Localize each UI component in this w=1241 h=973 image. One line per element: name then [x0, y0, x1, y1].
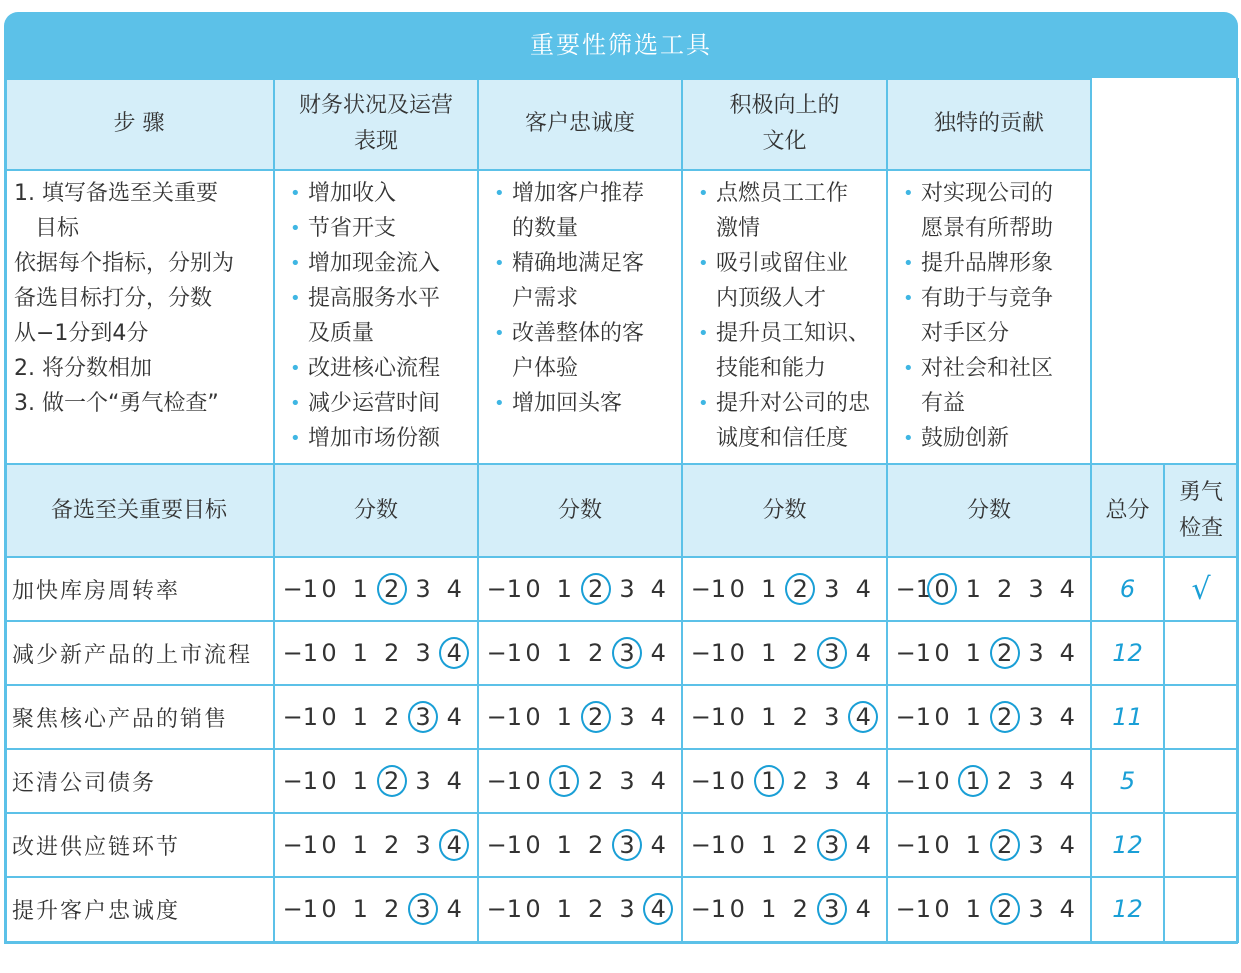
score-column-header: 分数 [682, 464, 887, 557]
score-option[interactable]: 1 [761, 703, 777, 731]
selected-score[interactable]: 2 [581, 701, 611, 733]
selected-score[interactable]: 1 [958, 765, 988, 797]
score-scale [478, 685, 682, 749]
goal-label: 还清公司债务 [12, 770, 157, 796]
score-option[interactable]: 4 [446, 895, 462, 923]
score-option[interactable]: −1 [282, 895, 319, 923]
score-option[interactable]: −1 [282, 831, 319, 859]
bullet-item [899, 176, 1085, 246]
bullet-list [682, 170, 887, 456]
score-option[interactable]: −1 [690, 767, 727, 795]
score-option[interactable]: 0 [321, 895, 337, 923]
score-option[interactable]: 0 [934, 639, 950, 667]
grid-line [1090, 78, 1092, 942]
score-option[interactable]: −1 [486, 767, 523, 795]
selected-score[interactable]: 3 [408, 893, 438, 925]
bullet-item [490, 176, 676, 246]
courage-check-header [1164, 464, 1238, 557]
score-option[interactable]: 0 [729, 639, 745, 667]
score-option[interactable]: 3 [619, 767, 635, 795]
score-option[interactable]: 0 [729, 895, 745, 923]
steps-line: 依据每个指标，分别为 [14, 251, 235, 276]
score-option[interactable]: 2 [792, 703, 808, 731]
score-scale [887, 685, 1091, 749]
grid-line [4, 620, 1238, 622]
criteria-header-line: 表现 [353, 129, 398, 154]
grid-line [886, 78, 888, 942]
bullet-text-line: 的数量 [512, 216, 579, 241]
score-option[interactable]: 2 [997, 575, 1013, 603]
bullet-text-line: • 精确地满足客 [512, 251, 645, 276]
bullet-text-line: 愿景有所帮助 [921, 216, 1054, 241]
score-option[interactable]: 1 [761, 575, 777, 603]
score-option[interactable]: −1 [486, 639, 523, 667]
score-scale [682, 685, 887, 749]
bullet-item [286, 211, 472, 246]
score-option[interactable]: 1 [556, 703, 572, 731]
score-option[interactable]: 3 [824, 575, 840, 603]
score-option[interactable]: 3 [415, 575, 431, 603]
score-option[interactable]: 3 [824, 703, 840, 731]
score-scale [682, 877, 887, 941]
grid-line [4, 812, 1238, 814]
bullet-item [490, 386, 676, 421]
criteria-bullets-cell [274, 170, 478, 464]
criteria-header-label [299, 88, 453, 160]
bullet-text-line: • 改善整体的客 [512, 321, 645, 346]
grid-line [477, 78, 479, 942]
selected-score[interactable]: 2 [785, 573, 815, 605]
selected-score[interactable]: 1 [754, 765, 784, 797]
score-scale [682, 813, 887, 877]
score-option[interactable]: −1 [282, 575, 319, 603]
score-option[interactable]: 4 [855, 767, 871, 795]
bullet-item [694, 386, 881, 456]
bullet-text-line: • 减少运营时间 [308, 391, 441, 416]
score-option[interactable]: 0 [321, 767, 337, 795]
bullet-text-line: • 有助于与竞争 [921, 286, 1054, 311]
bullet-item [286, 281, 472, 351]
bullet-text-line: 户需求 [512, 286, 579, 311]
score-option[interactable]: −1 [690, 895, 727, 923]
score-option[interactable]: 1 [352, 895, 368, 923]
goal-column-header: 备选至关重要目标 [4, 464, 274, 557]
score-option[interactable]: 0 [934, 831, 950, 859]
bullet-item [899, 421, 1085, 456]
courage-check-line: 勇气 [1178, 479, 1223, 505]
bullet-text-line: • 改进核心流程 [308, 356, 441, 381]
score-option[interactable]: 0 [321, 639, 337, 667]
score-option[interactable]: 1 [965, 895, 981, 923]
score-option[interactable]: 4 [650, 831, 666, 859]
score-scale [682, 557, 887, 621]
bullet-list [887, 170, 1091, 456]
steps-line: 3. 做一个“勇气检查” [14, 391, 219, 416]
score-option[interactable]: 4 [446, 703, 462, 731]
selected-score[interactable]: 1 [549, 765, 579, 797]
score-option[interactable]: 3 [824, 767, 840, 795]
score-option[interactable]: −1 [895, 767, 932, 795]
criteria-header-line: 财务状况及运营 [298, 93, 453, 118]
bullet-text-line: 技能和能力 [716, 356, 827, 381]
score-scale [274, 621, 478, 685]
steps-header: 步 骤 [4, 78, 274, 170]
score-option[interactable]: 4 [650, 703, 666, 731]
bullet-item [286, 176, 472, 211]
score-scale [478, 813, 682, 877]
bullet-item [694, 176, 881, 246]
table-title: 重要性筛选工具 [4, 12, 1238, 78]
steps-line: 备选目标打分，分数 [14, 286, 213, 311]
bullet-item [286, 246, 472, 281]
bullet-text-line: • 增加现金流入 [308, 251, 441, 276]
total-score: 12 [1112, 895, 1143, 923]
grid-line [1236, 78, 1239, 943]
grid-line [1163, 464, 1165, 942]
score-scale [274, 877, 478, 941]
score-option[interactable]: 3 [619, 575, 635, 603]
bullet-text-line: 有益 [921, 391, 966, 416]
criteria-bullets-cell [682, 170, 887, 464]
score-option[interactable]: −1 [486, 575, 523, 603]
total-score: 6 [1119, 575, 1136, 603]
score-option[interactable]: 0 [321, 575, 337, 603]
score-scale [887, 749, 1091, 813]
selected-score[interactable]: 4 [439, 637, 469, 669]
goal-label: 聚焦核心产品的销售 [12, 706, 229, 732]
bullet-text-line: 激情 [716, 216, 761, 241]
bullet-item [490, 246, 676, 316]
bullet-list [274, 170, 478, 456]
score-option[interactable]: −1 [486, 831, 523, 859]
score-option[interactable]: 2 [997, 767, 1013, 795]
goal-label: 加快库房周转率 [12, 578, 181, 604]
selected-score[interactable]: 2 [990, 637, 1020, 669]
grid-line [4, 78, 7, 943]
score-option[interactable]: 4 [1059, 895, 1075, 923]
score-option[interactable]: 0 [729, 703, 745, 731]
score-option[interactable]: 1 [556, 831, 572, 859]
courage-checkmark [1164, 749, 1238, 813]
score-option[interactable]: 3 [415, 767, 431, 795]
score-option[interactable]: 0 [525, 767, 541, 795]
criteria-header-line: 文化 [762, 129, 807, 154]
score-option[interactable]: −1 [690, 575, 727, 603]
criteria-header-label [525, 106, 635, 142]
bullet-text-line: • 增加收入 [308, 181, 397, 206]
courage-checkmark [1164, 813, 1238, 877]
bullet-item [899, 246, 1085, 281]
score-option[interactable]: 4 [855, 895, 871, 923]
selected-score[interactable]: 3 [612, 829, 642, 861]
selected-score[interactable]: 3 [817, 637, 847, 669]
score-scale [887, 813, 1091, 877]
score-scale [478, 621, 682, 685]
selected-score[interactable]: 3 [612, 637, 642, 669]
score-option[interactable]: 1 [965, 831, 981, 859]
courage-checkmark [1164, 685, 1238, 749]
grid-line [4, 876, 1238, 878]
score-option[interactable]: 3 [1028, 575, 1044, 603]
score-option[interactable]: 2 [792, 639, 808, 667]
selected-score[interactable]: 2 [581, 573, 611, 605]
score-option[interactable]: 1 [965, 703, 981, 731]
score-scale [274, 813, 478, 877]
selected-score[interactable]: 4 [848, 701, 878, 733]
score-option[interactable]: 4 [1059, 639, 1075, 667]
criteria-header-label [934, 106, 1044, 142]
selected-score[interactable]: 2 [990, 701, 1020, 733]
score-scale [887, 877, 1091, 941]
bullet-text-line: • 提升对公司的忠 [716, 391, 871, 416]
score-option[interactable]: 3 [619, 703, 635, 731]
bullet-item [286, 351, 472, 386]
bullet-item [286, 421, 472, 456]
selected-score[interactable]: 0 [927, 573, 957, 605]
bullet-text-line: • 提升品牌形象 [921, 251, 1054, 276]
score-option[interactable]: 1 [761, 831, 777, 859]
bullet-text-line: • 点燃员工工作 [716, 181, 849, 206]
score-option[interactable]: 0 [729, 767, 745, 795]
bullet-item [694, 246, 881, 316]
score-option[interactable]: 0 [934, 895, 950, 923]
criteria-header [887, 78, 1091, 170]
score-option[interactable]: −1 [282, 767, 319, 795]
score-option[interactable]: 3 [1028, 831, 1044, 859]
courage-checkmark [1164, 877, 1238, 941]
goal-label: 减少新产品的上市流程 [12, 642, 253, 668]
selected-score[interactable]: 2 [377, 573, 407, 605]
score-column-header: 分数 [478, 464, 682, 557]
courage-check-line: 检查 [1178, 515, 1223, 541]
total-score: 12 [1112, 831, 1143, 859]
score-option[interactable]: 2 [588, 831, 604, 859]
selected-score[interactable]: 3 [408, 701, 438, 733]
score-option[interactable]: 4 [446, 575, 462, 603]
courage-checkmark [1164, 621, 1238, 685]
score-option[interactable]: 1 [556, 575, 572, 603]
score-option[interactable]: 3 [415, 831, 431, 859]
score-option[interactable]: 3 [1028, 767, 1044, 795]
score-option[interactable]: 4 [1059, 831, 1075, 859]
score-scale [274, 749, 478, 813]
score-option[interactable]: 1 [352, 703, 368, 731]
score-option[interactable]: −1 [486, 703, 523, 731]
score-option[interactable]: 4 [855, 639, 871, 667]
score-option[interactable]: 1 [352, 767, 368, 795]
score-option[interactable]: −1 [486, 895, 523, 923]
selected-score[interactable]: 4 [643, 893, 673, 925]
score-option[interactable]: −1 [690, 639, 727, 667]
criteria-header-line: 积极向上的 [729, 93, 840, 118]
score-option[interactable]: 4 [1059, 703, 1075, 731]
score-option[interactable]: −1 [690, 703, 727, 731]
bullet-text-line: • 提高服务水平 [308, 286, 441, 311]
bullet-item [899, 281, 1085, 351]
bullet-text-line: • 鼓励创新 [921, 426, 1010, 451]
criteria-bullets-cell [887, 170, 1091, 464]
courage-checkmark: √ [1191, 571, 1211, 607]
bullet-item [694, 316, 881, 386]
score-option[interactable]: −1 [895, 895, 932, 923]
score-scale [478, 557, 682, 621]
steps-line: 2. 将分数相加 [14, 356, 152, 381]
score-option[interactable]: −1 [895, 575, 932, 603]
score-scale [478, 749, 682, 813]
score-option[interactable]: 1 [761, 639, 777, 667]
score-option[interactable]: −1 [282, 639, 319, 667]
bullet-text-line: 诚度和信任度 [716, 426, 849, 451]
bullet-text-line: • 增加客户推荐 [512, 181, 645, 206]
score-option[interactable]: 3 [619, 895, 635, 923]
selected-score[interactable]: 3 [817, 829, 847, 861]
score-option[interactable]: 3 [1028, 703, 1044, 731]
score-option[interactable]: 0 [525, 831, 541, 859]
criteria-header-label [729, 88, 839, 160]
score-scale [887, 621, 1091, 685]
score-option[interactable]: 0 [934, 767, 950, 795]
courage-check-label [1179, 475, 1223, 547]
steps-line: 目标 [14, 216, 79, 241]
score-scale [887, 557, 1091, 621]
score-option[interactable]: 2 [588, 767, 604, 795]
grid-line [4, 78, 1091, 80]
grid-line [4, 941, 1238, 944]
score-option[interactable]: 1 [352, 831, 368, 859]
goal-label: 改进供应链环节 [12, 834, 181, 860]
score-option[interactable]: 1 [965, 639, 981, 667]
total-score: 11 [1112, 703, 1143, 731]
score-option[interactable]: 0 [321, 831, 337, 859]
bullet-text-line: • 增加市场份额 [308, 426, 441, 451]
score-option[interactable]: 2 [792, 767, 808, 795]
bullet-item [286, 386, 472, 421]
score-option[interactable]: 4 [650, 639, 666, 667]
bullet-item [899, 351, 1085, 421]
criteria-header [478, 78, 682, 170]
score-option[interactable]: 4 [1059, 575, 1075, 603]
grid-line [4, 169, 1091, 171]
criteria-header [274, 78, 478, 170]
score-option[interactable]: 4 [650, 767, 666, 795]
score-option[interactable]: 0 [525, 895, 541, 923]
total-score: 12 [1112, 639, 1143, 667]
score-option[interactable]: 2 [792, 831, 808, 859]
score-option[interactable]: 3 [415, 639, 431, 667]
score-option[interactable]: 0 [729, 575, 745, 603]
score-option[interactable]: −1 [895, 831, 932, 859]
steps-body [4, 170, 274, 464]
bullet-text-line: 及质量 [308, 321, 375, 346]
score-option[interactable]: 3 [1028, 639, 1044, 667]
score-option[interactable]: 0 [321, 703, 337, 731]
score-option[interactable]: 0 [729, 831, 745, 859]
score-option[interactable]: 2 [792, 895, 808, 923]
selected-score[interactable]: 4 [439, 829, 469, 861]
score-option[interactable]: 2 [384, 639, 400, 667]
score-column-header: 分数 [274, 464, 478, 557]
score-scale [274, 685, 478, 749]
score-option[interactable]: 1 [352, 575, 368, 603]
score-option[interactable]: 2 [384, 703, 400, 731]
grid-line [4, 684, 1238, 686]
score-option[interactable]: 2 [384, 895, 400, 923]
score-option[interactable]: −1 [895, 703, 932, 731]
score-scale [682, 749, 887, 813]
score-option[interactable]: −1 [690, 831, 727, 859]
score-option[interactable]: 2 [384, 831, 400, 859]
score-scale [478, 877, 682, 941]
bullet-text-line: 户体验 [512, 356, 579, 381]
score-option[interactable]: −1 [895, 639, 932, 667]
bullet-text-line: • 提升员工知识、 [716, 321, 871, 346]
goal-label: 提升客户忠诚度 [12, 898, 181, 924]
grid-line [4, 748, 1238, 750]
selected-score[interactable]: 2 [990, 893, 1020, 925]
score-option[interactable]: 1 [556, 895, 572, 923]
bullet-text-line: • 节省开支 [308, 216, 397, 241]
bullet-item [490, 316, 676, 386]
bullet-text-line: 内顶级人才 [716, 286, 827, 311]
grid-line [681, 78, 683, 942]
bullet-text-line: • 吸引或留住业 [716, 251, 849, 276]
steps-line: 1. 填写备选至关重要 [14, 181, 218, 206]
bullet-text-line: • 对社会和社区 [921, 356, 1054, 381]
selected-score[interactable]: 2 [377, 765, 407, 797]
selected-score[interactable]: 2 [990, 829, 1020, 861]
criteria-bullets-cell [478, 170, 682, 464]
score-option[interactable]: 4 [650, 575, 666, 603]
score-scale [682, 621, 887, 685]
score-option[interactable]: 1 [556, 639, 572, 667]
criteria-header-line: 独特的贡献 [933, 111, 1044, 136]
criteria-header [682, 78, 887, 170]
score-option[interactable]: 2 [588, 895, 604, 923]
selected-score[interactable]: 3 [817, 893, 847, 925]
score-option[interactable]: 4 [1059, 767, 1075, 795]
score-option[interactable]: 0 [934, 703, 950, 731]
score-option[interactable]: 1 [761, 895, 777, 923]
score-option[interactable]: 4 [446, 767, 462, 795]
criteria-header-line: 客户忠诚度 [524, 111, 635, 136]
score-option[interactable]: 3 [1028, 895, 1044, 923]
importance-filter-table [4, 12, 1238, 944]
score-option[interactable]: 0 [525, 575, 541, 603]
total-column-header: 总分 [1091, 464, 1164, 557]
bullet-text-line: 对手区分 [921, 321, 1010, 346]
grid-line [4, 556, 1238, 558]
score-option[interactable]: 4 [855, 575, 871, 603]
score-scale [274, 557, 478, 621]
score-option[interactable]: 0 [525, 703, 541, 731]
bullet-text-line: • 增加回头客 [512, 391, 623, 416]
grid-line [273, 78, 275, 942]
score-option[interactable]: 0 [525, 639, 541, 667]
score-option[interactable]: 1 [965, 575, 981, 603]
steps-line: 从−1分到4分 [14, 321, 149, 346]
score-option[interactable]: 4 [855, 831, 871, 859]
bullet-text-line: • 对实现公司的 [921, 181, 1054, 206]
score-option[interactable]: −1 [282, 703, 319, 731]
grid-line [4, 463, 1238, 465]
total-score: 5 [1119, 767, 1136, 795]
score-option[interactable]: 1 [352, 639, 368, 667]
score-option[interactable]: 2 [588, 639, 604, 667]
score-column-header: 分数 [887, 464, 1091, 557]
bullet-list [478, 170, 682, 421]
